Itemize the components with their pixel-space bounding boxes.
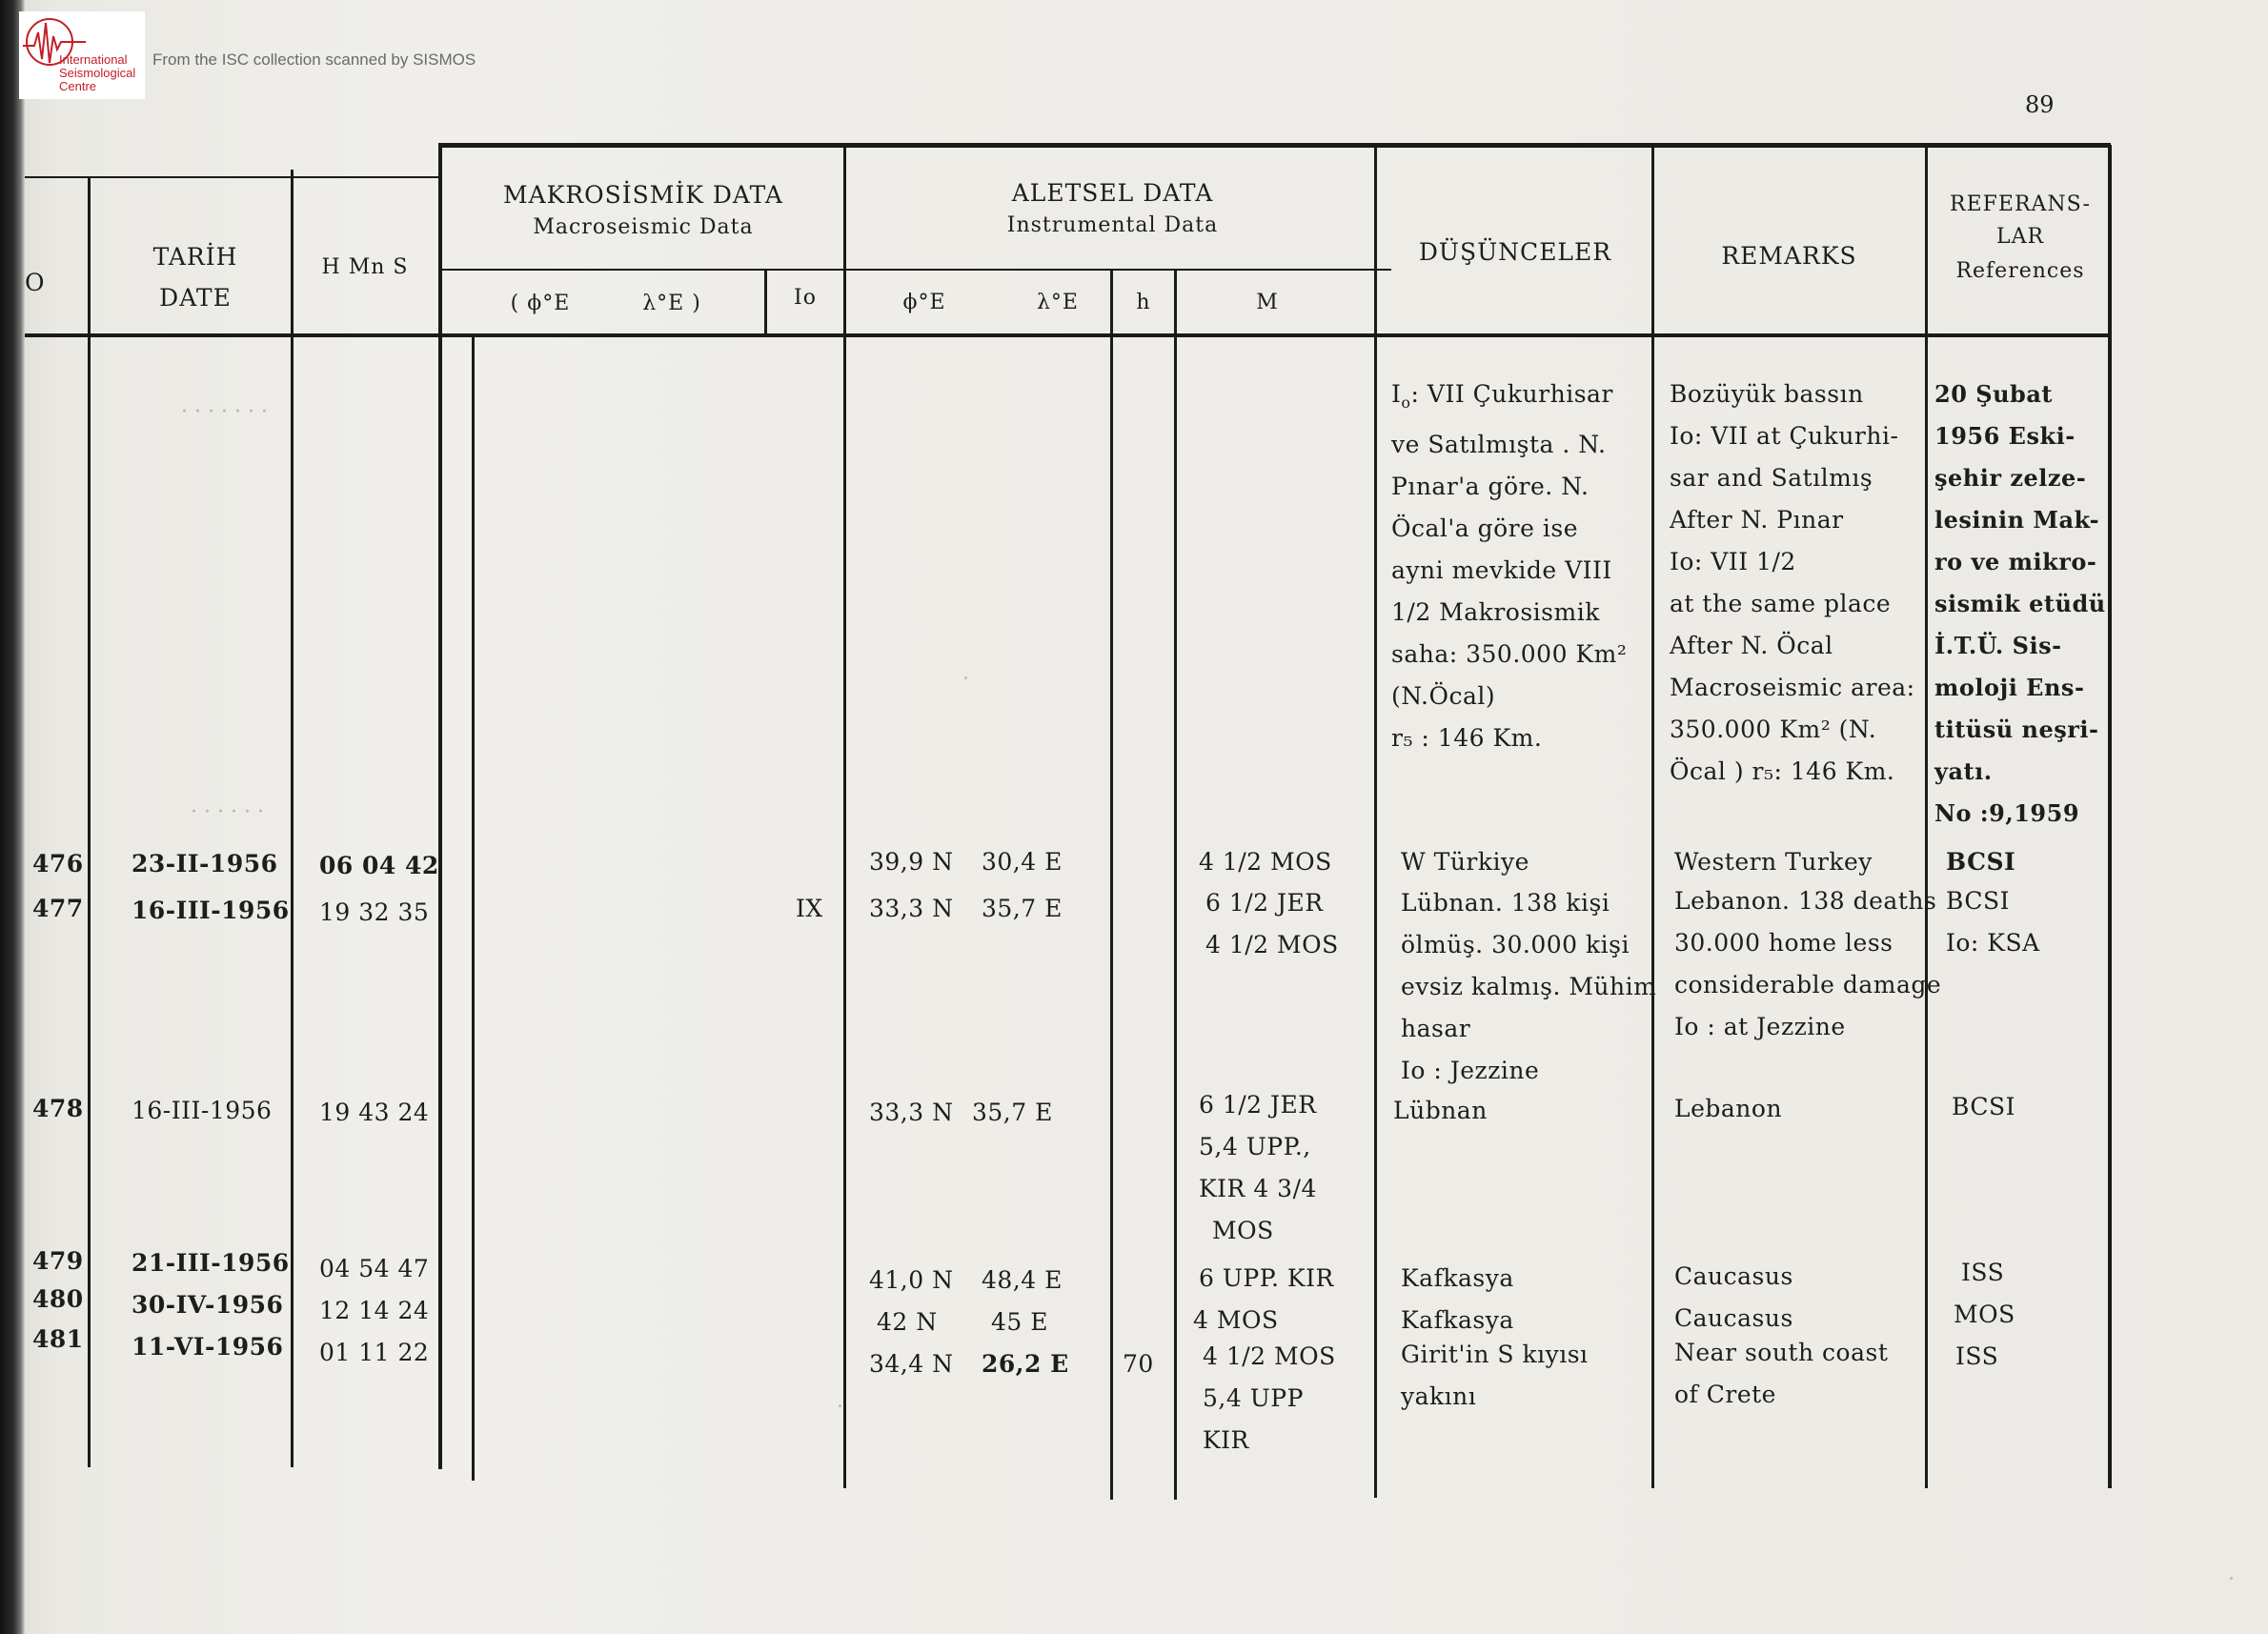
row-dusunceler: Lübnan. 138 kişi ölmüş. 30.000 kişi evsiz kalmış. Mühim hasar Io : Jezzine <box>1401 889 1657 1084</box>
bleed-through-text: · · · · · · · <box>181 400 268 424</box>
row-depth: 70 <box>1123 1350 1154 1378</box>
row-longitude: 30,4 E <box>982 848 1063 876</box>
row-date: 16-III-1956 <box>132 897 290 924</box>
row-time: 04 54 47 <box>319 1255 430 1282</box>
row-time: 01 11 22 <box>319 1339 430 1366</box>
row-longitude: 35,7 E <box>982 895 1063 922</box>
row-reference: ISS <box>1955 1342 1999 1370</box>
isc-logo-line-3: Centre <box>59 79 97 93</box>
row-number: 478 <box>32 1095 84 1122</box>
row-latitude: 33,3 N <box>869 895 954 922</box>
first-block-remarks: Bozüyük bassın Io: VII at Çukurhi- sar and Satılmış After N. Pınar Io: VII 1/2 at the same place After N. Öcal Macroseismic area: 350.000 Km² (N. Öcal ) r₅: 146 Km. <box>1670 380 1915 785</box>
row-magnitude: 6 1/2 JER 4 1/2 MOS <box>1205 889 1339 958</box>
row-number: 479 <box>32 1247 84 1275</box>
row-longitude: 26,2 E <box>982 1350 1069 1378</box>
row-time: 12 14 24 <box>319 1297 430 1324</box>
row-reference: BCSI <box>1952 1093 2015 1120</box>
row-date: 11-VI-1956 <box>132 1333 284 1361</box>
row-magnitude: 4 MOS <box>1193 1306 1279 1334</box>
isc-logo-line-1: International <box>59 52 128 67</box>
header-aletsel-tr: ALETSEL DATA <box>1011 179 1214 207</box>
row-magnitude: 4 1/2 MOS 5,4 UPP KIR <box>1203 1342 1336 1454</box>
row-remarks: Near south coast of Crete <box>1674 1339 1889 1408</box>
header-no: O <box>25 269 46 296</box>
row-latitude: 39,9 N <box>869 848 954 876</box>
row-dusunceler: Kafkasya <box>1401 1306 1514 1334</box>
row-magnitude: 4 1/2 MOS <box>1199 848 1332 876</box>
scan-speck <box>2230 1577 2233 1580</box>
row-number: 476 <box>32 850 84 878</box>
row-reference: MOS <box>1954 1301 2015 1328</box>
header-date: DATE <box>159 284 232 312</box>
row-remarks: Caucasus <box>1674 1304 1793 1332</box>
row-remarks: Caucasus <box>1674 1262 1793 1290</box>
row-remarks: Lebanon. 138 deaths 30.000 home less considerable damage Io : at Jezzine <box>1674 887 1942 1040</box>
row-reference: BCSI <box>1946 848 2016 876</box>
row-dusunceler: Girit'in S kıyısı yakını <box>1401 1341 1589 1410</box>
header-al-lat: ϕ°E <box>902 291 946 314</box>
header-io: Io <box>794 286 817 310</box>
isc-logo-text <box>59 53 135 93</box>
row-reference: BCSI Io: KSA <box>1946 887 2040 957</box>
book-spine-shadow <box>0 0 25 1634</box>
header-makro-lat: ( ϕ°E <box>510 292 571 315</box>
row-date: 30-IV-1956 <box>132 1291 284 1319</box>
page-number: 89 <box>2025 91 2055 118</box>
row-dusunceler: Lübnan <box>1393 1097 1488 1124</box>
row-latitude: 41,0 N <box>869 1266 954 1294</box>
row-reference: ISS <box>1961 1259 2005 1286</box>
header-al-depth: h <box>1136 291 1151 314</box>
scan-speck <box>964 676 967 679</box>
header-dusunceler: DÜŞÜNCELER <box>1418 238 1612 266</box>
isc-collection-note: From the ISC collection scanned by SISMOS <box>152 50 476 69</box>
row-dusunceler: Kafkasya <box>1401 1264 1514 1292</box>
row-number: 481 <box>32 1325 84 1353</box>
header-makro-lon: λ°E ) <box>642 292 701 315</box>
row-latitude: 34,4 N <box>869 1350 954 1378</box>
row-dusunceler: W Türkiye <box>1401 848 1529 876</box>
row-number: 477 <box>32 895 84 922</box>
row-number: 480 <box>32 1285 84 1313</box>
isc-logo <box>19 11 145 99</box>
row-time: 19 32 35 <box>319 898 430 926</box>
header-al-magnitude: M <box>1256 291 1279 314</box>
row-io: IX <box>796 895 823 922</box>
row-latitude: 42 N <box>877 1308 938 1336</box>
header-time: H Mn S <box>321 255 409 279</box>
row-remarks: Lebanon <box>1674 1095 1783 1122</box>
header-aletsel-en: Instrumental Data <box>1006 213 1219 237</box>
scan-speck <box>839 1404 841 1407</box>
row-magnitude: 6 UPP. KIR <box>1199 1264 1334 1292</box>
header-makro-en: Macroseismic Data <box>533 215 754 239</box>
io-symbol: $I_o$: <box>1391 380 1420 412</box>
row-magnitude: 6 1/2 JER 5,4 UPP., KIR 4 3/4 MOS <box>1199 1091 1317 1244</box>
row-latitude: 33,3 N <box>869 1099 954 1126</box>
row-date: 23-II-1956 <box>132 850 278 878</box>
header-makro-tr: MAKROSİSMİK DATA <box>503 181 783 209</box>
first-block-dusunceler: $I_o$: VII Çukurhisar ve Satılmışta . N. Pınar'a göre. N. Öcal'a göre ise ayni mevkide VIII 1/2 Makrosismik saha: 350.000 Km² (N.Öcal) r₅ : 146 Km. <box>1391 380 1628 752</box>
row-longitude: 45 E <box>991 1308 1049 1336</box>
header-references-3: References <box>1955 259 2085 283</box>
row-longitude: 35,7 E <box>972 1099 1053 1126</box>
row-longitude: 48,4 E <box>982 1266 1063 1294</box>
header-references-1: REFERANS- <box>1950 192 2091 216</box>
header-references-2: LAR <box>1995 225 2045 249</box>
row-time: 19 43 24 <box>319 1099 430 1126</box>
bleed-through-text: · · · · · · <box>191 800 264 824</box>
header-al-lon: λ°E <box>1036 291 1079 314</box>
header-remarks: REMARKS <box>1721 242 1857 270</box>
header-tarih: TARİH <box>152 243 238 271</box>
row-date: 16-III-1956 <box>132 1097 273 1124</box>
row-time: 06 04 42 <box>319 852 439 879</box>
row-date: 21-III-1956 <box>132 1249 290 1277</box>
row-remarks: Western Turkey <box>1674 848 1873 876</box>
first-block-references: 20 Şubat 1956 Eski- şehir zelze- lesinin Mak- ro ve mikro- sismik etüdü İ.T.Ü. Sis- moloji Ens- titüsü neşri- yatı. No :9,1959 <box>1934 380 2106 827</box>
isc-logo-line-2: Seismological <box>59 66 136 80</box>
